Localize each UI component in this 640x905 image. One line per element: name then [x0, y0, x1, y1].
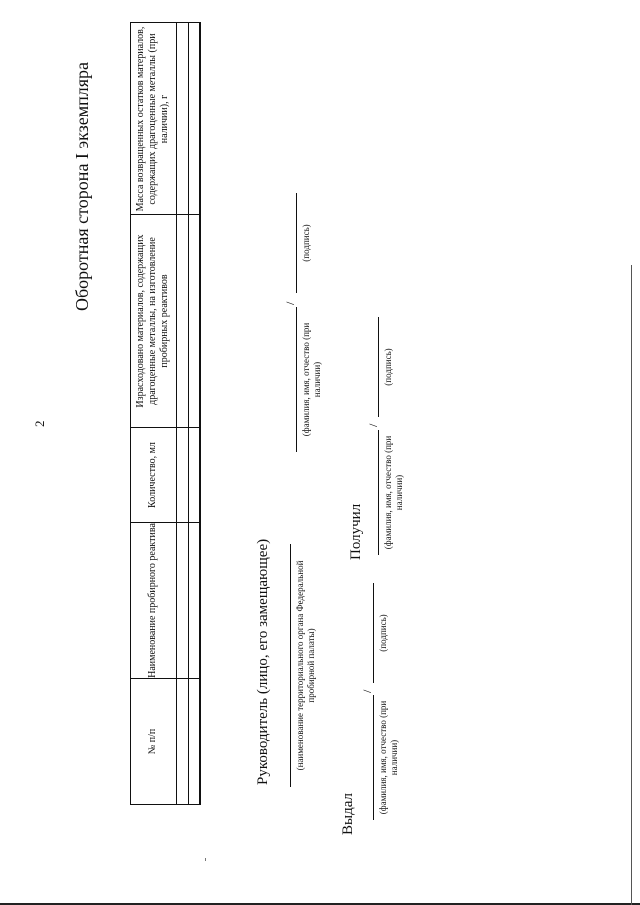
separator-slash: / [366, 423, 380, 427]
head-signatory-heading: Руководитель (лицо, его замещающее) [255, 538, 271, 785]
table-border-left [130, 804, 201, 805]
received-by-heading: Получил [348, 503, 364, 560]
page-number: 2 [32, 420, 47, 427]
column-header-materials-used: Израсходовано материалов, содержащих драгоценные металлы, на изготовление пробирных реактивов [135, 234, 170, 408]
separator-slash: / [360, 689, 374, 693]
received-signature-line [378, 317, 379, 417]
page-title: Оборотная сторона I экземпляра [72, 61, 92, 311]
column-header-quantity: Количество, мл [147, 442, 158, 508]
issued-fio-caption: (фамилия, имя, отчество (при наличии) [378, 700, 399, 815]
table-border-right [130, 22, 201, 23]
head-signature-caption: (подпись) [301, 224, 311, 262]
table-header-divider [176, 22, 177, 805]
separator-slash: / [283, 301, 297, 305]
received-fio-caption: (фамилия, имя, отчество (при наличии) [383, 435, 404, 550]
issued-by-heading: Выдал [340, 793, 356, 835]
scan-mark [205, 858, 206, 861]
table-row-divider [188, 22, 189, 805]
column-header-reagent-name: Наименование пробирного реактива [147, 523, 158, 678]
materials-table [130, 22, 201, 805]
head-fio-caption: (фамилия, имя, отчество (при наличии) [301, 322, 322, 437]
head-signature-line [296, 193, 297, 293]
issued-fio-line [373, 695, 374, 820]
received-fio-line [378, 430, 379, 555]
head-fio-line [296, 307, 297, 452]
scan-edge-line [631, 265, 632, 905]
column-header-returned-mass: Масса возвращенных остатков материалов, содержащих драгоценные металлы (при наличии), г [135, 26, 170, 212]
received-signature-caption: (подпись) [383, 348, 393, 386]
org-name-line [290, 544, 291, 787]
issued-signature-line [373, 583, 374, 683]
table-border-bottom [199, 22, 201, 805]
org-name-caption: (наименование территориального органа Федеральной пробирной палаты) [295, 560, 316, 771]
column-header-number: № п/п [147, 728, 158, 755]
issued-signature-caption: (подпись) [378, 614, 388, 652]
